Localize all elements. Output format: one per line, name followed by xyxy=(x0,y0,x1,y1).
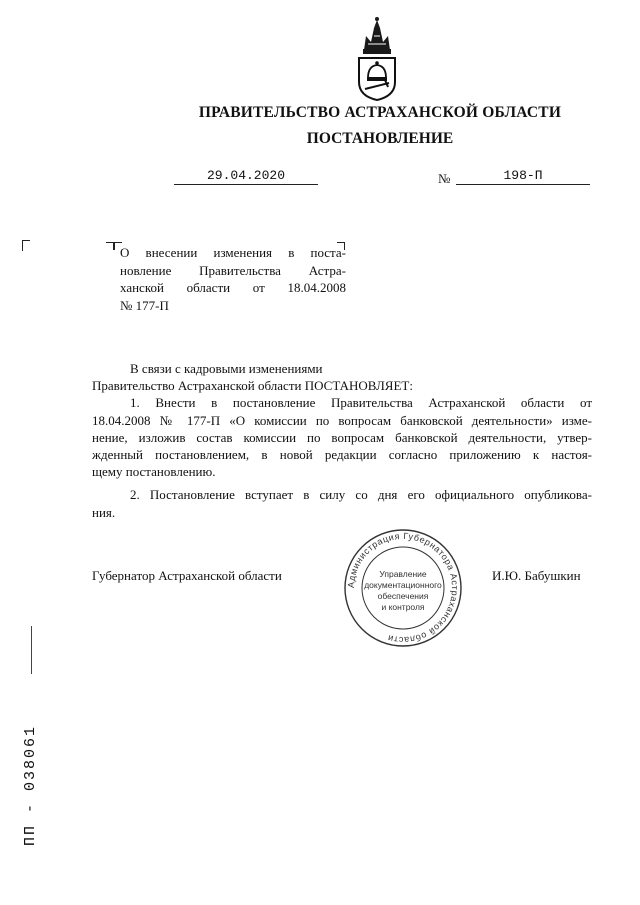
subject-line: О внесении изменения в поста- xyxy=(120,245,346,260)
document-body xyxy=(92,360,592,521)
subject-block xyxy=(120,244,346,314)
number-label: № xyxy=(438,171,451,186)
organization-title: ПРАВИТЕЛЬСТВО АСТРАХАНСКОЙ ОБЛАСТИ xyxy=(198,104,562,121)
document-number: 198-П xyxy=(503,168,543,183)
signature-name: И.Ю. Бабушкин xyxy=(492,568,581,583)
stamp-line: документационного xyxy=(364,580,442,590)
paragraph-1-line: щему постановлению. xyxy=(92,464,216,480)
signature-position: Губернатор Астраханской области xyxy=(92,568,282,583)
subject-line: ханской области от 18.04.2008 xyxy=(120,280,346,295)
official-stamp xyxy=(342,527,464,649)
date-underline xyxy=(174,184,318,185)
paragraph-1-line: жденный постановлением, в новой редакции согласно приложению к настоя- xyxy=(92,447,592,463)
stamp-line: Управление xyxy=(379,569,427,579)
intro-line: В связи с кадровыми изменениями xyxy=(130,361,323,376)
subject-bracket-left-outer xyxy=(106,242,114,250)
margin-rule xyxy=(31,626,32,674)
stamp-line: обеспечения xyxy=(377,591,429,601)
coat-of-arms-icon xyxy=(352,16,402,102)
stamp-ring-text: Администрация Губернатора Астраханской области xyxy=(345,530,461,646)
stamp-line: и контроля xyxy=(381,602,425,612)
paragraph-1-line: нение, изложив состав комиссии по вопросам банковской деятельности, утвер- xyxy=(92,429,592,445)
paragraph-2-line: 2. Постановление вступает в силу со дня его официального опубликова- xyxy=(130,487,592,503)
paragraph-1-line: 1. Внести в постановление Правительства Астраханской области от xyxy=(130,395,592,411)
corner-mark-left xyxy=(22,240,30,251)
serial-number: ПП - 038061 xyxy=(22,724,39,846)
document-date: 29.04.2020 xyxy=(206,168,285,183)
paragraph-2-line: ния. xyxy=(92,504,116,520)
paragraph-1-line: 18.04.2008 № 177-П «О комиссии по вопросам банковской деятельности» изме- xyxy=(92,412,592,428)
intro-line: Правительство Астраханской области ПОСТАНОВЛЯЕТ: xyxy=(92,378,413,394)
subject-line: № 177-П xyxy=(120,297,169,313)
document-type-title: ПОСТАНОВЛЕНИЕ xyxy=(306,130,454,147)
subject-line: новление Правительства Астра- xyxy=(120,262,346,278)
number-underline xyxy=(456,184,590,185)
